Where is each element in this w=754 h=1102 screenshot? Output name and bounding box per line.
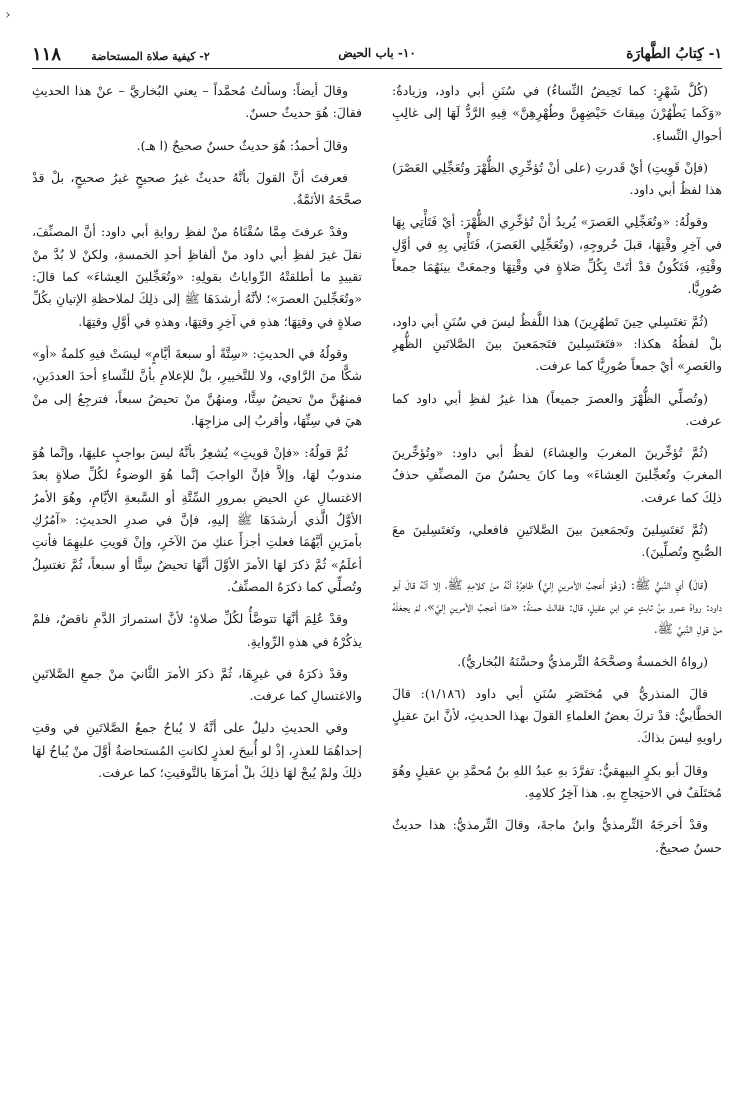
left-column [32, 80, 362, 1080]
section-title: ٢- كيفية صلاة المستحاضة [91, 50, 210, 63]
paragraph: (وتُصلِّي الظُّهْرَ والعصرَ جميعاً) هذا غيرُ لفظِ أبي داود كما عرفت. [392, 390, 722, 428]
paragraph: وقدْ عُلِمَ أنَّهَا تتوضَّأُ لكُلِّ صلاةٍ؛ لأنَّ استمرارَ الدَّمِ ناقضٌ، فلمْ يذكُرْهُ في هذهِ الرِّوايةِ. [32, 611, 362, 649]
running-header [32, 40, 722, 69]
paragraph: (ثُمَّ تُؤخِّرينَ المغربَ والعِشاءَ) لفظُ أبي داود: «وتُؤخِّرينَ المغربَ وتُعجِّلينَ العِشاءَ» وما كانَ يحسُنُ منَ المصنِّفِ حذفُ ذلِكَ كما عرفت. [392, 445, 722, 505]
paragraph: (ثُمَّ تَغتَسِلينَ وتَجمَعينَ بينَ الصَّلاتَينِ فافعلي، وتَغتَسِلينَ معَ الصُّبحِ وتُصلِّينَ). [392, 522, 722, 560]
paragraph: وقولُهُ في الحديثِ: «سِتَّةً أو سبعةَ أيَّامٍ» ليسَتْ فيهِ كلمةُ «أو» شكًّا منَ الرَّاوي، ولا للتَّخييرِ، بلْ للإعلامِ بأنَّ للنِّساءِ أحدَ العددَينِ، فمنهُنَّ منْ تحيضُ سِتًّا، ومنهُنَّ منْ تحيضُ سبعاً، فترجِعُ إلى منْ هيَ في سِنِّهَا، وأقربُ إلى مزاجِهَا. [32, 345, 362, 428]
paragraph: وقدْ عرفتَ مِمَّا سُقْنَاهُ منْ لفظِ روايةِ أبي داود: أنَّ المصنِّفَ، نقلَ غيرَ لفظِ أبي داود منْ ألفاظِ أحدِ الخمسةِ، ولكنْ لا بُدَّ منْ تقييدِ ما أطلقتْهُ الرِّواياتُ بقولِهِ: «وتُعَجِّلينَ العِشاءَ» كما قالَ: «وتُعَجِّلينَ العصرَ»؛ لأنَّهُ أرشدَهَا ﷺ إلى ذلِكَ لملاحظةِ الإتيانِ بكُلِّ صلاةٍ في وقتِهَا؛ هذهِ في آخِرِ وقتِهَا، وهذهِ في أوَّلِ وقتِهَا. [32, 224, 362, 329]
paragraph: فعرفتَ أنَّ القولَ بأنَّهُ حديثٌ غيرُ صحيحٍ غيرُ صحيحٍ، بلْ قدْ صحَّحَهُ الأئمَّةُ. [32, 169, 362, 208]
paragraph: وقالَ أبو بكرٍ البيهقيُّ: تفرَّدَ بهِ عبدُ اللهِ بنُ مُحمَّدِ بنِ عقيلٍ وهُوَ مُختَلَفٌ في الاحتِجاجِ بهِ. هذا آخِرُ كلامِهِ. [392, 762, 722, 801]
paragraph: وفي الحديثِ دليلٌ على أنَّهُ لا يُباحُ جمعُ الصَّلاتَينِ في وقتِ إحداهُمَا للعذرِ، إذْ لو أُبيحَ لعذرٍ لكانتِ المُستحاضةُ أوَّلَ منْ يُباحُ لهَا ذلِكَ ولمْ يُبحْ لهَا ذلِكَ بلْ أمرَهَا بالتَّوقيتِ؛ كما عرفت. [32, 720, 362, 781]
chapter-title: ١٠- باب الحيض [338, 46, 416, 60]
paragraph: قالَ المنذريُّ في مُختَصَرِ سُنَنِ أبي داود (١/١٨٦): قالَ الخطَّابيُّ: قدْ تركَ بعضُ العلماءِ القولَ بهذا الحديثِ، لأنَّ ابنَ عقيلٍ راويهِ ليسَ بذاكَ. [392, 685, 722, 746]
paragraph: (رواهُ الخمسةُ وصحَّحَهُ التِّرمذيُّ وحسَّنَهُ البُخاريُّ). [457, 653, 708, 669]
right-column [392, 80, 722, 1080]
paragraph: (ثُمَّ تغتَسِلي حِينَ تَطهُرِينَ) هذا اللَّفظُ ليسَ في سُنَنِ أبي داود، بلْ لفظُهُ هكذا: «فتَغتَسِلينَ فتَجمَعينَ بينَ الصَّلاتَينِ الظُّهرِ والعَصرِ» أيْ جمعاً صُورِيًّا كما عرفت. [392, 313, 722, 374]
paragraph: وقدْ أخرجَهُ التِّرمذيُّ وابنُ ماجةَ، وقالَ التِّرمذيُّ: هذا حديثٌ حسنٌ صحيحٌ. [392, 817, 722, 855]
page-number: ١١٨ [32, 44, 62, 65]
header-left [32, 44, 210, 65]
paragraph: وقالَ أحمدُ: هُوَ حديثٌ حسنٌ صحيحٌ (ا هـ). [136, 137, 348, 153]
paragraph: وقدْ ذكرَهُ في غيرِهَا، ثُمَّ ذكرَ الأمرَ الثَّانيَ منْ جمعِ الصَّلاتَينِ والاغتسالِ كما عرفت. [32, 665, 362, 704]
paragraph: وقالَ أيضاً: وسألتُ مُحمَّداً – يعني البُخاريَّ – عنْ هذا الحديثِ فقالَ: هُوَ حديثٌ حسنٌ. [32, 83, 362, 121]
paragraph: (قالَ) أيِ النَّبيُّ ﷺ: (وَهُوَ أَعجبُ الأمرينِ إليَّ) ظاهِرُهُ أنَّهُ منْ كلامِهِ ﷺ، إلا أنَّهُ قالَ أبو داود: رواهُ عمرو بنُ ثابتٍ عنِ ابنِ عقيلٍ، قال: فقالتْ حمنةُ: «هذا أعجبُ الأمرينِ إليَّ»، لمْ يجعَلْهُ منْ قولِ النَّبيِّ ﷺ. [392, 576, 722, 637]
book-title: ١- كِتابُ الطَّهارَة [626, 46, 722, 62]
corner-mark: › [5, 7, 11, 23]
paragraph: وقولُهُ: «وتُعَجِّلِي العَصرَ» يُريدُ أنْ تُؤخِّرِي الظُّهْرَ: أيْ فَتَأْتِي بِهَا في آخِرِ وقْتِهَا، قبلَ خُروجِهِ، (وتُعَجِّلِي العَصرَ)، فَتَأْتِي بِهِ في أوَّلِ وقْتِهِ، فَتَكُونُ قدْ أتَتْ بِكُلِّ صَلاةٍ في وقْتِهَا وجمعَتْ بينَهُمَا جمعاً صُورِيًّا. [392, 214, 722, 297]
paragraph: (كُلَّ شَهْرٍ: كما تَحِيضُ النِّساءُ) في سُنَنِ أبي داود، وزيادةُ: «وَكَما يَطْهُرْنَ مِيقاتَ حَيْضِهِنَّ وطُهْرِهِنَّ» فِيهِ الرَّدُّ لَهَا إلى غالِبِ أحوالِ النِّساءِ. [392, 83, 722, 143]
paragraph: ثُمَّ قولُهُ: «فإنْ قويتِ» يُشعِرُ بأنَّهُ ليسَ بواجبٍ عليهَا، وإنَّما هُوَ مندوبٌ لهَا، وإلاَّ فإنَّ الواجبَ إنَّما هُوَ الوضوءُ لكُلِّ صلاةٍ بعدَ الاغتسالِ عنِ الحيضِ بمرورِ السِّتَّةِ أو السَّبعةِ الأيَّامِ، وهُوَ الأمرُ الأوَّلُ الَّذي أرشدَهَا ﷺ إليهِ، فإنَّ في صدرِ الحديثِ: «آمُرُكِ بأمرَينِ أيَّهُمَا فعلتِ أجزأَ عنكِ منَ الآخَرِ، وإنْ قويتِ عليهِمَا فأنتِ أعلَمُ» ثُمَّ ذكرَ لهَا الأمرَ الأوَّلَ أنَّهَا تحيضُ سِتًّا أو سبعاً، ثُمَّ تغتسِلُ وتُصلِّي كما ذكرَهُ المصنِّفُ. [32, 445, 362, 594]
paragraph: (فإنْ قَوِيتِ) أيْ قَدرتِ (على أنْ تُؤخِّرِي الظُّهْرَ وتُعَجِّلِي العَصْرَ) هذا لفظُ أبي داود. [392, 159, 722, 198]
